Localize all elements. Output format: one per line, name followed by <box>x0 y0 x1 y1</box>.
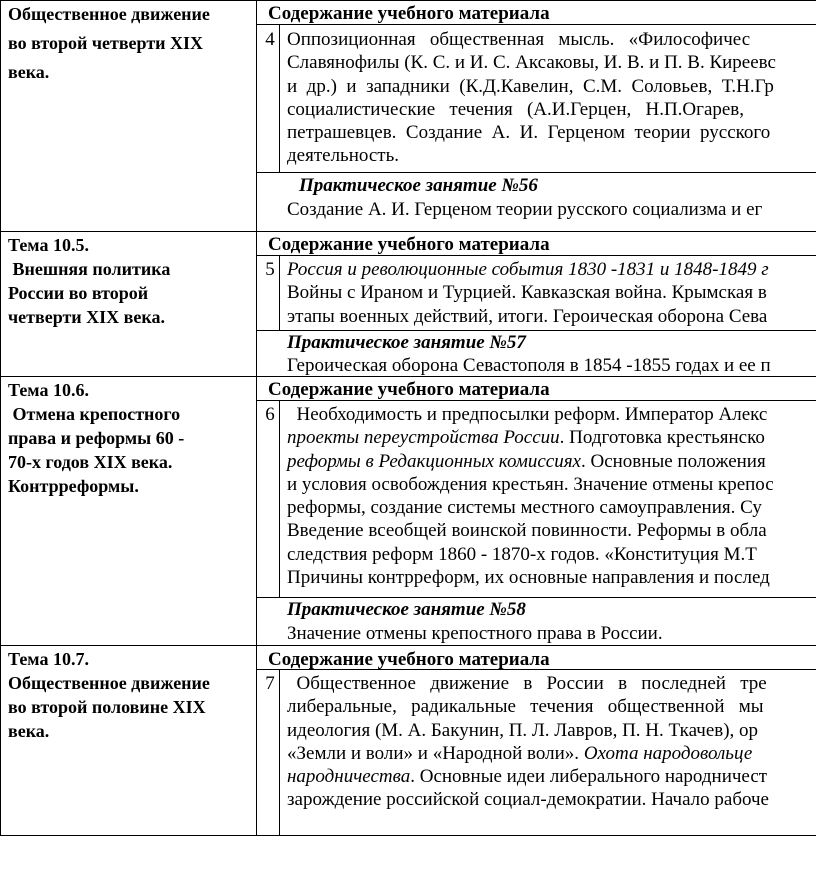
topic-line: Контрреформы. <box>8 476 139 496</box>
column-divider <box>256 0 257 836</box>
italic-text-run: реформы в Редакционных комиссиях <box>287 450 581 472</box>
content-line <box>287 258 816 281</box>
italic-text-run: проекты переустройства России <box>287 427 560 449</box>
content-line <box>287 403 816 426</box>
table-border-top <box>0 0 816 1</box>
text-run: идеология (М. А. Бакунин, П. Л. Лавров, П. Н. Ткачев), ор <box>287 719 759 741</box>
row-divider <box>0 645 816 646</box>
text-run: социалистические течения (А.И.Герцен, Н.П.Огарев, <box>287 98 745 120</box>
content-line <box>287 121 816 144</box>
text-run: реформы, создание системы местного самоуправления. Су <box>287 497 762 519</box>
text-run: Славянофилы (К. С. и И. С. Аксаковы, И. В. и П. В. Киреевс <box>287 52 776 74</box>
lesson-number: 6 <box>265 404 275 425</box>
content-line <box>287 695 816 718</box>
text-run: . Основные положения <box>580 450 766 472</box>
text-run: Оппозиционная общественная мысль. «Философичес <box>287 29 751 50</box>
section-header: Содержание учебного материала <box>268 3 550 24</box>
content-line <box>287 28 816 51</box>
practice-title: Практическое занятие №57 <box>287 332 526 353</box>
topic-line: века. <box>8 62 50 82</box>
topic-line: Тема 10.6. <box>8 380 89 400</box>
content-line <box>287 496 816 519</box>
topic-line: права и реформы 60 - <box>8 428 185 448</box>
italic-text-run: Россия и революционные события 1830 -1831 и 1848-1849 г <box>287 259 769 280</box>
text-run: «Земли и воли» и «Народной воли». <box>287 742 584 764</box>
section-header: Содержание учебного материала <box>268 379 550 400</box>
text-run: Причины контрреформ, их основные направления и послед <box>287 567 770 589</box>
text-run: . Подготовка крестьянско <box>559 427 765 449</box>
practice-text: Значение отмены крепостного права в России. <box>287 623 663 644</box>
number-column-divider <box>279 24 280 173</box>
lesson-content <box>287 28 816 168</box>
topic-line: 70-х годов XIX века. <box>8 452 173 472</box>
content-line <box>287 473 816 496</box>
content-line <box>287 426 816 449</box>
content-line <box>287 519 816 542</box>
topic-line: Общественное движение <box>8 673 210 693</box>
row-divider <box>0 231 816 232</box>
topic-cell <box>8 233 254 329</box>
text-run: либеральные, радикальные течения общественной мы <box>287 696 764 718</box>
number-column-divider <box>279 255 280 331</box>
topic-line: Тема 10.7. <box>8 649 89 669</box>
content-line <box>287 305 816 328</box>
text-run: Необходимость и предпосылки реформ. Император Алекс <box>287 404 768 425</box>
topic-line: Тема 10.5. <box>8 235 89 255</box>
topic-line: Внешняя политика <box>8 259 171 279</box>
text-run: Общественное движение в России в последней тре <box>287 673 767 694</box>
practice-title: Практическое занятие №58 <box>287 599 526 620</box>
text-run: деятельность. <box>287 145 400 167</box>
practice-divider <box>256 172 816 173</box>
text-run: и др.) и западники (К.Д.Кавелин, С.М. Соловьев, Т.Н.Гр <box>287 75 774 97</box>
lesson-content <box>287 672 816 812</box>
content-line <box>287 672 816 695</box>
practice-text: Создание А. И. Герценом теории русского социализма и ег <box>287 199 763 220</box>
text-run: . Основные идеи либерального народничест <box>410 766 768 788</box>
content-line <box>287 788 816 811</box>
topic-line: России во второй <box>8 283 149 303</box>
topic-cell <box>8 647 254 743</box>
section-header: Содержание учебного материала <box>268 234 550 255</box>
practice-title: Практическое занятие №56 <box>299 175 538 196</box>
content-line <box>287 51 816 74</box>
table-border-bottom <box>0 835 816 836</box>
text-run: зарождение российской социал-демократии. Начало рабоче <box>287 789 769 811</box>
table-border-left <box>0 0 1 836</box>
topic-cell <box>8 2 254 84</box>
lesson-number: 5 <box>265 259 275 280</box>
text-run: этапы военных действий, итоги. Героическая оборона Сева <box>287 305 768 327</box>
text-run: и условия освобождения крестьян. Значение отмены крепос <box>287 473 774 495</box>
lesson-number: 4 <box>265 29 275 50</box>
content-line <box>287 543 816 566</box>
text-run: Войны с Ираном и Турцией. Кавказская война. Крымская в <box>287 282 767 304</box>
practice-text: Героическая оборона Севастополя в 1854 -1855 годах и ее п <box>287 355 771 376</box>
section-header: Содержание учебного материала <box>268 649 550 670</box>
number-column-divider <box>279 400 280 598</box>
topic-line: четверти XIX века. <box>8 307 165 327</box>
number-column-divider <box>279 669 280 836</box>
content-line <box>287 75 816 98</box>
lesson-content <box>287 258 816 328</box>
italic-text-run: народничества <box>287 766 411 788</box>
lesson-number: 7 <box>265 673 275 694</box>
content-line <box>287 98 816 121</box>
content-line <box>287 144 816 167</box>
content-line <box>287 742 816 765</box>
topic-cell <box>8 378 254 498</box>
content-line <box>287 765 816 788</box>
lesson-content <box>287 403 816 589</box>
content-line <box>287 566 816 589</box>
text-run: следствия реформ 1860 - 1870-х годов. «Конституция М.Т <box>287 543 757 565</box>
content-line <box>287 281 816 304</box>
italic-text-run: Охота народовольце <box>583 742 753 764</box>
topic-line: во второй четверти XIX <box>8 33 204 53</box>
text-run: петрашевцев. Создание А. И. Герценом теории русского <box>287 122 771 144</box>
topic-line: века. <box>8 721 50 741</box>
topic-line: во второй половине XIX <box>8 697 206 717</box>
topic-line: Отмена крепостного <box>8 404 181 424</box>
content-line <box>287 719 816 742</box>
topic-line: Общественное движение <box>8 4 210 24</box>
text-run: Введение всеобщей воинской повинности. Реформы в обла <box>287 520 767 542</box>
content-line <box>287 450 816 473</box>
